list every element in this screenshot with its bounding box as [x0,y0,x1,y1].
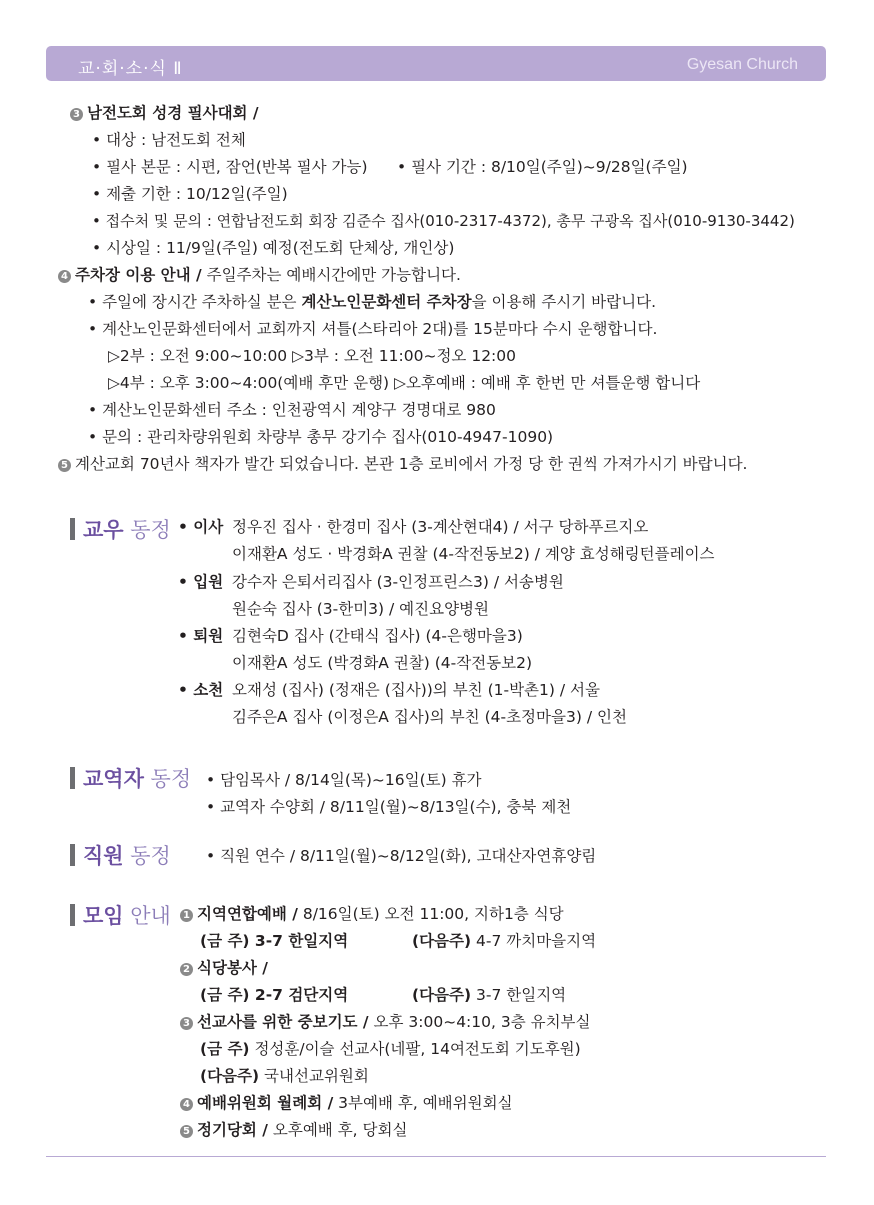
number-4-icon: 4 [58,270,71,283]
number-5-icon: 5 [58,459,71,472]
notice-4-parking [88,292,656,312]
staff-line-1: • 직원 연수 / 8/11일(월)~8/12일(화), 고대산자연휴양림 [206,847,597,865]
number-1-icon: 1 [180,909,193,922]
meeting-1-next-label: (다음주) [412,932,472,950]
notice-4-heading [58,265,461,285]
meeting-2-next-label: (다음주) [412,986,472,1004]
meeting-3-title: 선교사를 위한 중보기도 / [197,1013,369,1031]
meeting-1-heading [180,904,564,924]
meeting-1-next-value: 4-7 까치마을지역 [471,932,597,950]
meeting-2-heading [180,958,268,978]
meeting-1-title: 지역연합예배 / [197,905,298,923]
meeting-2-next [412,985,566,1005]
notice-4-parking-b: 계산노인문화센터 주차장 [301,293,472,311]
meeting-3-next-label: (다음주) [200,1067,260,1085]
meeting-1-next [412,931,596,951]
meeting-1-current-label: (금 주) [200,932,255,950]
meeting-4-text: 3부예배 후, 예배위원회실 [333,1094,513,1112]
minister-line-2: • 교역자 수양회 / 8/11일(월)~8/13일(수), 충북 제천 [206,798,572,816]
number-5-icon: 5 [180,1125,193,1138]
meeting-5-title: 정기당회 / [197,1121,268,1139]
notice-3-contact: • 접수처 및 문의 : 연합남전도회 회장 김준수 집사(010-2317-4372), 총무 구광옥 집사(010-9130-3442) [92,212,795,230]
meeting-2-current-value: 2-7 검단지역 [254,986,349,1004]
member-news-title-2: 동정 [123,518,171,542]
notice-4-parking-a: • 주일에 장시간 주차하실 분은 [88,293,302,311]
meeting-5-text: 오후예배 후, 당회실 [267,1121,408,1139]
notice-3-award: • 시상일 : 11/9일(주일) 예정(전도회 단체상, 개인상) [92,239,455,257]
meeting-3-heading [180,1012,591,1032]
notice-3-title: 남전도회 성경 필사대회 / [87,104,259,122]
meeting-3-next-value: 국내선교위원회 [259,1067,369,1085]
notice-3-period: • 필사 기간 : 8/10일(주일)~9/28일(주일) [397,158,688,176]
meeting-1-text: 8/16일(토) 오전 11:00, 지하1층 식당 [297,905,564,923]
number-3-icon: 3 [180,1017,193,1030]
member-hosp-line-1: 강수자 은퇴서리집사 (3-인정프린스3) / 서송병원 [232,573,564,591]
member-news-title-1: 교우 [83,518,124,542]
meeting-4-title: 예배위원회 월례회 / [197,1094,334,1112]
meeting-1-current [200,931,348,951]
notice-5-text: 계산교회 70년사 책자가 발간 되었습니다. 본관 1층 로비에서 가정 당 한 권씩 가져가시기 바랍니다. [75,455,748,473]
notice-4-inquiry: • 문의 : 관리차량위원회 차량부 총무 강기수 집사(010-4947-1090) [88,428,554,446]
notice-4-schedule-2: ▷4부 : 오후 3:00~4:00(예배 후만 운행) ▷오후예배 : 예배 후 한번 만 셔틀운행 합니다 [108,374,701,392]
member-discharge-line-1: 김현숙D 집사 (간태식 집사) (4-은행마을3) [232,627,523,645]
notice-4-parking-c: 을 이용해 주시기 바랍니다. [471,293,656,311]
meeting-1-current-value: 3-7 한일지역 [254,932,349,950]
number-2-icon: 2 [180,963,193,976]
meeting-3-next [200,1066,369,1086]
notice-4-text: 주일주차는 예배시간에만 가능합니다. [201,266,461,284]
section-bar [70,518,75,540]
notice-5 [58,454,747,474]
header-title: 교·회·소·식 Ⅱ [78,59,183,79]
minister-news-title-2: 동정 [143,767,192,791]
staff-news-title [70,843,171,869]
member-move-line-2: 이재환A 성도 · 박경화A 권찰 (4-작전동보2) / 계양 효성해링턴플레이스 [232,545,715,563]
meeting-2-next-value: 3-7 한일지역 [471,986,567,1004]
staff-news-title-2: 동정 [123,844,171,868]
member-news-title [70,517,171,543]
member-discharge-line-2: 이재환A 성도 (박경화A 권찰) (4-작전동보2) [232,654,533,672]
meeting-2-title: 식당봉사 / [197,959,268,977]
meetings-title-1: 모임 [83,904,124,928]
notice-4-schedule-1: ▷2부 : 오전 9:00~10:00 ▷3부 : 오전 11:00~정오 12:00 [108,347,516,365]
notice-4-title: 주차장 이용 안내 / [75,266,202,284]
footer-divider [46,1156,826,1157]
notice-4-address: • 계산노인문화센터 주소 : 인천광역시 계양구 경명대로 980 [88,401,496,419]
member-hosp-label: • 입원 [178,573,224,591]
section-bar [70,904,75,926]
meetings-title [70,903,171,929]
meeting-2-current-label: (금 주) [200,986,255,1004]
member-death-line-1: 오재성 (집사) (정재은 (집사))의 부친 (1-박촌1) / 서울 [232,681,600,699]
meeting-3-current [200,1039,581,1059]
minister-news-title [70,766,191,792]
notice-3-deadline: • 제출 기한 : 10/12일(주일) [92,185,288,203]
number-4-icon: 4 [180,1098,193,1111]
notice-3-target: • 대상 : 남전도회 전체 [92,131,246,149]
header-banner [46,46,826,81]
meeting-3-current-value: 정성훈/이슬 선교사(네팔, 14여전도회 기도후원) [249,1040,581,1058]
meeting-5-heading [180,1120,407,1140]
number-3-icon: 3 [70,108,83,121]
notice-3-text: • 필사 본문 : 시편, 잠언(반복 필사 가능) [92,158,368,176]
meeting-2-current [200,985,348,1005]
member-discharge-label: • 퇴원 [178,627,224,645]
meeting-4-heading [180,1093,513,1113]
meeting-3-text: 오후 3:00~4:10, 3층 유치부실 [368,1013,591,1031]
notice-4-shuttle: • 계산노인문화센터에서 교회까지 셔틀(스타리아 2대)를 15분마다 수시 운행합니다. [88,320,658,338]
staff-news-title-1: 직원 [83,844,124,868]
section-bar [70,844,75,866]
header-subtitle: Gyesan Church [686,56,798,73]
meeting-3-current-label: (금 주) [200,1040,250,1058]
member-move-line-1: 정우진 집사 · 한경미 집사 (3-계산현대4) / 서구 당하푸르지오 [232,518,649,536]
member-death-label: • 소천 [178,681,224,699]
member-death-line-2: 김주은A 집사 (이정은A 집사)의 부친 (4-초정마을3) / 인천 [232,708,627,726]
minister-news-title-1: 교역자 [83,767,144,791]
member-move-label: • 이사 [178,518,224,536]
minister-line-1: • 담임목사 / 8/14일(목)~16일(토) 휴가 [206,771,482,789]
meetings-title-2: 안내 [123,904,171,928]
section-bar [70,767,75,789]
member-hosp-line-2: 원순숙 집사 (3-한미3) / 예진요양병원 [232,600,489,618]
notice-3-heading [70,103,259,123]
